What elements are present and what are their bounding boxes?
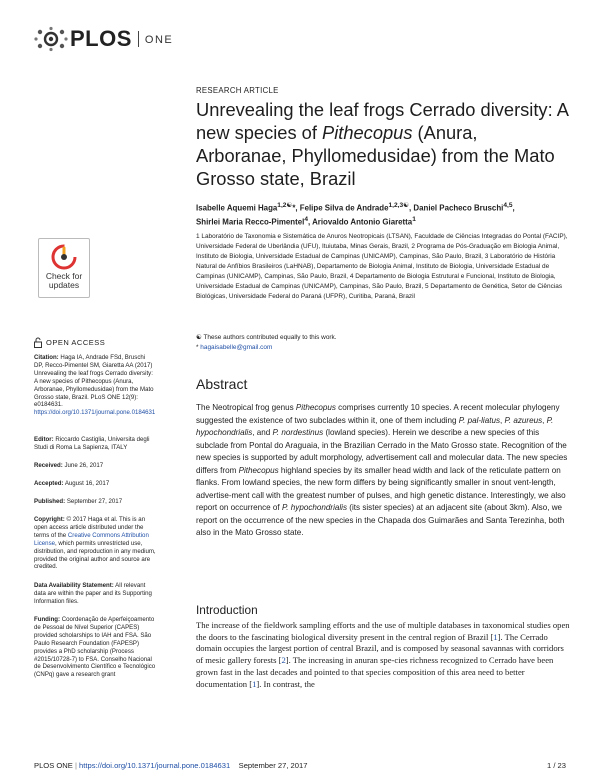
article-type: RESEARCH ARTICLE xyxy=(196,86,279,95)
editor-text: Riccardo Castiglia, Universita degli Studi di Roma La Sapienza, ITALY xyxy=(34,436,150,451)
copyright-label: Copyright: xyxy=(34,516,65,523)
citation-doi-link[interactable]: https://doi.org/10.1371/journal.pone.0184631 xyxy=(34,409,156,417)
title-part-a: Unrevealing the leaf frogs Cerrado diversity: A new species of xyxy=(196,99,568,143)
author-list xyxy=(196,200,570,227)
abstract-seg: , xyxy=(500,415,505,425)
author-sup: 1,2☯ xyxy=(277,202,293,209)
abstract-taxon: P. hypochondrialis xyxy=(281,503,348,512)
abstract-taxon: P. azureus xyxy=(504,415,543,425)
check-updates-icon xyxy=(51,244,77,270)
introduction-heading: Introduction xyxy=(196,603,258,617)
abstract-taxon: P. hypochondrialis xyxy=(196,415,554,437)
logo-divider xyxy=(138,31,139,47)
citation-label: Citation: xyxy=(34,354,59,361)
reference-link[interactable]: 1 xyxy=(252,678,257,689)
published-label: Published: xyxy=(34,498,66,505)
open-access-label xyxy=(34,337,105,348)
check-for-updates-badge[interactable] xyxy=(38,238,90,298)
abstract-seg: (lowland species). Herein we describe a new species of this subclade from Pontal do Araguaia, in the Brazilian Cerrado in the Mato Grosso state. Recognition of the new species is supported by adult morphology, advertisement call and molecular data. The new species differs from xyxy=(196,428,568,475)
published-date: September 27, 2017 xyxy=(66,498,123,505)
title-part-b: (Anura, Arboranae, Phyllomedusidae) from the Mato Grosso state, Brazil xyxy=(196,122,555,189)
abstract-taxon: Pithecopus xyxy=(238,465,279,475)
abstract-seg: (its sister species) at an adjacent site (about 3km). Also, we report on the occurrence of the new species in the Chapada dos Guimarães and Santa Terezinha, both also in the Mato Grosso state. xyxy=(196,503,565,537)
badge-line2: updates xyxy=(48,280,80,290)
data-availability-block xyxy=(34,582,156,606)
citation-block xyxy=(34,354,156,417)
funding-text: Coordenação de Aperfeiçoamento de Pessoal de Nível Superior (CAPES) provided scholarships to IAH and FSA. São Paulo Research Foundation (FAPESP) provides a PhD scholarship (Process #2015/10728-7) to FSA. Conselho Nacional de Desenvolvimento Científico e Tecnológico (CNPq) gave a research grant xyxy=(34,616,156,679)
funding-label: Funding: xyxy=(34,616,61,623)
author-sep: , xyxy=(512,203,515,213)
footer-date: September 27, 2017 xyxy=(238,761,308,770)
badge-line1: Check for xyxy=(45,271,83,281)
open-lock-icon xyxy=(34,337,42,348)
copyright-text-b: , which permits unrestricted use, distribution, and reproduction in any medium, provided the original author and source are credited. xyxy=(34,539,156,571)
author-bruschi[interactable]: , Daniel Pacheco Bruschi xyxy=(409,203,504,213)
accepted-label: Accepted: xyxy=(34,480,64,487)
footer-doi-link[interactable]: https://doi.org/10.1371/journal.pone.0184631 xyxy=(79,761,231,770)
data-availability-text: All relevant data are within the paper and its Supporting Information files. xyxy=(34,582,152,605)
plos-one-logo xyxy=(34,26,173,52)
accepted-block xyxy=(34,480,156,488)
copyright-block xyxy=(34,516,156,571)
abstract-seg: highland species by its smaller head width and lack of the reticulate pattern on flanks. From lowland species, the new form differs by being significantly smaller in snout vent-length, advertise-ment call with the greatest number of pulses, and high genetic distance. Interestingly, we also report on occurrence of xyxy=(196,465,566,512)
reference-link[interactable]: 2 xyxy=(281,655,286,666)
corresponding-star: * xyxy=(196,344,201,351)
received-label: Received: xyxy=(34,462,63,469)
cc-license-link[interactable]: Creative Commons Attribution License xyxy=(34,531,149,547)
abstract-text xyxy=(196,402,570,540)
open-access-text: OPEN ACCESS xyxy=(46,338,106,347)
footer-gap xyxy=(230,761,238,770)
intro-seg: ]. In contrast, the xyxy=(256,678,315,689)
abstract-seg: , xyxy=(542,415,547,425)
editor-block xyxy=(34,436,156,452)
citation-text: Haga IA, Andrade FSd, Bruschi DP, Recco-Pimentel SM, Giaretta AA (2017) Unrevealing the leaf frogs Cerrado diversity: A new species of Pithecopus (Anura, Arboranae, Phyllomedusidae) from the Mato Grosso state, Brazil. PLoS ONE 12(9): e0184631. xyxy=(34,354,154,409)
plos-logo-mark-icon xyxy=(34,26,68,52)
affiliations: 1 Laboratório de Taxonomia e Sistemática de Anuros Neotropicais (LTSAN), Faculdade de Ciências Integradas do Pontal (FACIP), Universidade Federal de Uberlândia (UFU), Ituiutaba, Minas Gerais, Brazil, 2 Programa de Pós-Graduação em Biologia Animal, Instituto de Biologia, Universidade Estadual de Campinas (UNICAMP), Campinas, São Paulo, Brazil, 3 Laboratório de História Natural de Anfíbios Brasileiros (LaHNAB), Departamento de Biologia Animal, Instituto de Biologia, Universidade Estadual de Campinas (UNICAMP), Campinas, São Paulo, Brazil, 4 Departamento de Biologia Estrutural e Funcional, Instituto de Biologia, Universidade Estadual de Campinas (UNICAMP), Campinas, São Paulo, Brazil, 5 Departamento de Genética, Setor de Ciências Biológicas, Universidade Federal do Paraná (UFPR), Curitiba, Paraná, Brazil xyxy=(196,233,568,300)
author-sup: 1 xyxy=(412,215,416,223)
abstract-seg: comprises currently 10 species. A recent molecular phylogeny suggested the existence of two subclades within it, one of them including xyxy=(196,403,560,425)
author-sup: 4,5 xyxy=(503,202,513,209)
published-block xyxy=(34,498,156,506)
corresponding-email-link[interactable]: hagaisabelle@gmail.com xyxy=(200,344,273,351)
abstract-taxon: P. nordestinus xyxy=(272,428,324,437)
page-footer xyxy=(34,761,566,770)
editor-label: Editor: xyxy=(34,436,54,443)
page-number: 1 / 23 xyxy=(547,761,566,770)
equal-contribution-note: ☯ These authors contributed equally to this work. xyxy=(196,334,337,341)
intro-seg: ]. The Cerrado domain occupies the largest portion of central Brazil, and is composed by seasonal savannas with corridors of mesic gallery forests [ xyxy=(196,631,564,666)
data-availability-label: Data Availability Statement: xyxy=(34,582,114,589)
copyright-text-a: © 2017 Haga et al. This is an open access article distributed under the terms of the xyxy=(34,516,146,539)
abstract-seg: The Neotropical frog genus xyxy=(196,403,296,412)
title-genus: Pithecopus xyxy=(322,122,413,143)
intro-seg: The increase of the fieldwork sampling efforts and the use of multiple databases in taxonomical studies open the doors to the fascinating biological diversity present in the central region of Brazil [ xyxy=(196,620,570,642)
received-block xyxy=(34,462,156,470)
author-sup: 4 xyxy=(304,215,308,223)
logo-text: PLOS xyxy=(70,26,132,51)
author-sup: 1,2,3☯ xyxy=(388,202,410,209)
introduction-text xyxy=(196,620,570,690)
intro-seg: ]. The increasing in anuran spe-cies richness recognized to Cerrado have been grown fast in the last decades and pointed to that species composition of this area need to better documentation [ xyxy=(196,655,554,689)
accepted-date: August 16, 2017 xyxy=(64,480,110,487)
funding-block xyxy=(34,616,156,679)
author-haga[interactable]: Isabelle Aquemi Haga xyxy=(196,203,278,213)
abstract-taxon: P. pal-liatus xyxy=(458,415,501,425)
author-andrade[interactable]: *, Felipe Silva de Andrade xyxy=(292,203,389,213)
abstract-heading: Abstract xyxy=(196,376,248,392)
reference-link[interactable]: 1 xyxy=(493,631,498,642)
article-title xyxy=(196,98,570,190)
received-date: June 26, 2017 xyxy=(64,462,104,469)
abstract-taxon: Pithecopus xyxy=(295,403,336,412)
footer-journal: PLOS ONE xyxy=(34,761,73,770)
badge-label xyxy=(46,272,82,290)
abstract-seg: , and xyxy=(252,428,273,437)
author-notes xyxy=(196,333,570,353)
logo-suffix: ONE xyxy=(144,34,174,46)
author-recco-pimentel[interactable]: Shirlei Maria Recco-Pimentel xyxy=(196,217,305,227)
footer-separator: | xyxy=(72,761,80,770)
author-giaretta[interactable]: , Ariovaldo Antonio Giaretta xyxy=(308,217,413,227)
